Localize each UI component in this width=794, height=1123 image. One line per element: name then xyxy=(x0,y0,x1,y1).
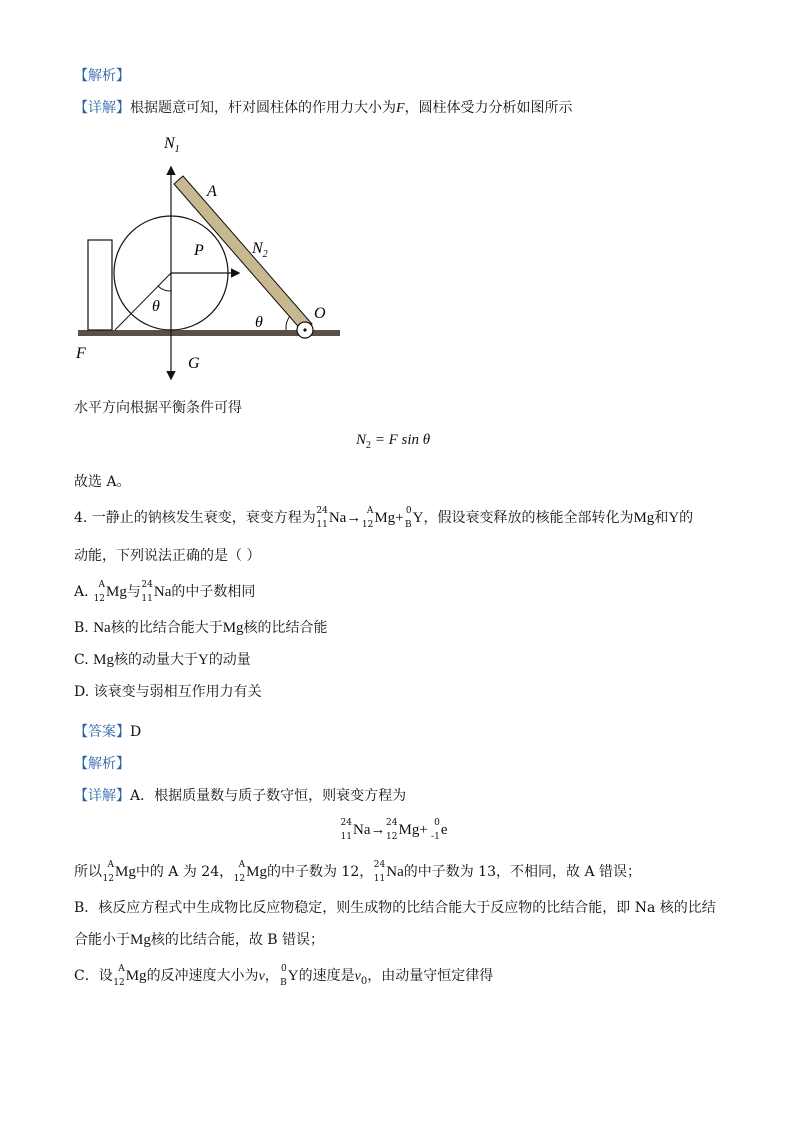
horizontal-text: 水平方向根据平衡条件可得 xyxy=(74,400,242,416)
paragraph-a: 所以 A 12 Mg中的 A 为 24， A 12 Mg的中子数为 12， 24 11 Na的中子数为 13，不相同，故 A 错误； xyxy=(74,860,642,884)
choose-text: 故选 A。 xyxy=(74,474,131,490)
detail-text-b: ，圆柱体受力分析如图所示 xyxy=(404,100,573,116)
detail-line-2: 【详解】A．根据质量数与质子数守恒，则衰变方程为 xyxy=(74,788,407,804)
analysis-label: 【解析】 xyxy=(74,68,130,84)
paragraph-b-line-1: B．核反应方程式中生成物比反应物稳定，则生成物的比结合能大于反应物的比结合能，即 Na 核的比结 xyxy=(74,900,716,916)
question-4-line-1: 4. 一静止的钠核发生衰变，衰变方程为 24 11 Na→ A 12 Mg+ 0 B Y，假设衰变释放的核能全部转化为Mg和Y的 xyxy=(74,506,694,530)
label-n1: $N_1$ xyxy=(164,135,180,155)
var-F: F xyxy=(396,101,405,116)
option-d[interactable]: D. 该衰变与弱相互作用力有关 xyxy=(74,684,262,700)
label-theta-base: θ xyxy=(255,314,263,331)
label-theta-center: θ xyxy=(152,298,160,315)
label-o: O xyxy=(314,305,326,322)
block xyxy=(88,240,112,330)
paragraph-b-line-2: 合能小于Mg核的比结合能，故 B 错误； xyxy=(74,932,325,948)
option-b[interactable]: B. Na核的比结合能大于Mg核的比结合能 xyxy=(74,620,328,636)
option-a[interactable]: A. A 12 Mg与 24 11 Na的中子数相同 xyxy=(74,580,256,604)
force-diagram xyxy=(60,128,360,388)
equation-1: $N_2 = F$ sin θ xyxy=(356,432,431,451)
analysis-heading-2: 【解析】 xyxy=(74,756,130,772)
option-c[interactable]: C. Mg核的动量大于Y的动量 xyxy=(74,652,251,668)
label-g: G xyxy=(188,355,200,372)
label-f: F xyxy=(76,345,86,362)
analysis-heading-1 xyxy=(74,66,130,86)
paragraph-c: C．设 A 12 Mg的反冲速度大小为v， 0 B Y的速度是$v_0$，由动量守恒定律得 xyxy=(74,964,494,988)
answer-line: 【答案】D xyxy=(74,724,142,740)
question-4-line-2: 动能，下列说法正确的是（ ） xyxy=(74,548,261,564)
detail-label: 【详解】 xyxy=(74,100,130,116)
label-n2: $N_2$ xyxy=(252,240,268,260)
equation-2: 24 11 Na→ 24 12 Mg+ 0 -1 e xyxy=(340,818,448,842)
label-p: P xyxy=(194,242,204,259)
detail-text-a: 根据题意可知，杆对圆柱体的作用力大小为 xyxy=(130,100,396,116)
label-a: A xyxy=(207,183,217,200)
detail-line-1 xyxy=(74,98,573,119)
